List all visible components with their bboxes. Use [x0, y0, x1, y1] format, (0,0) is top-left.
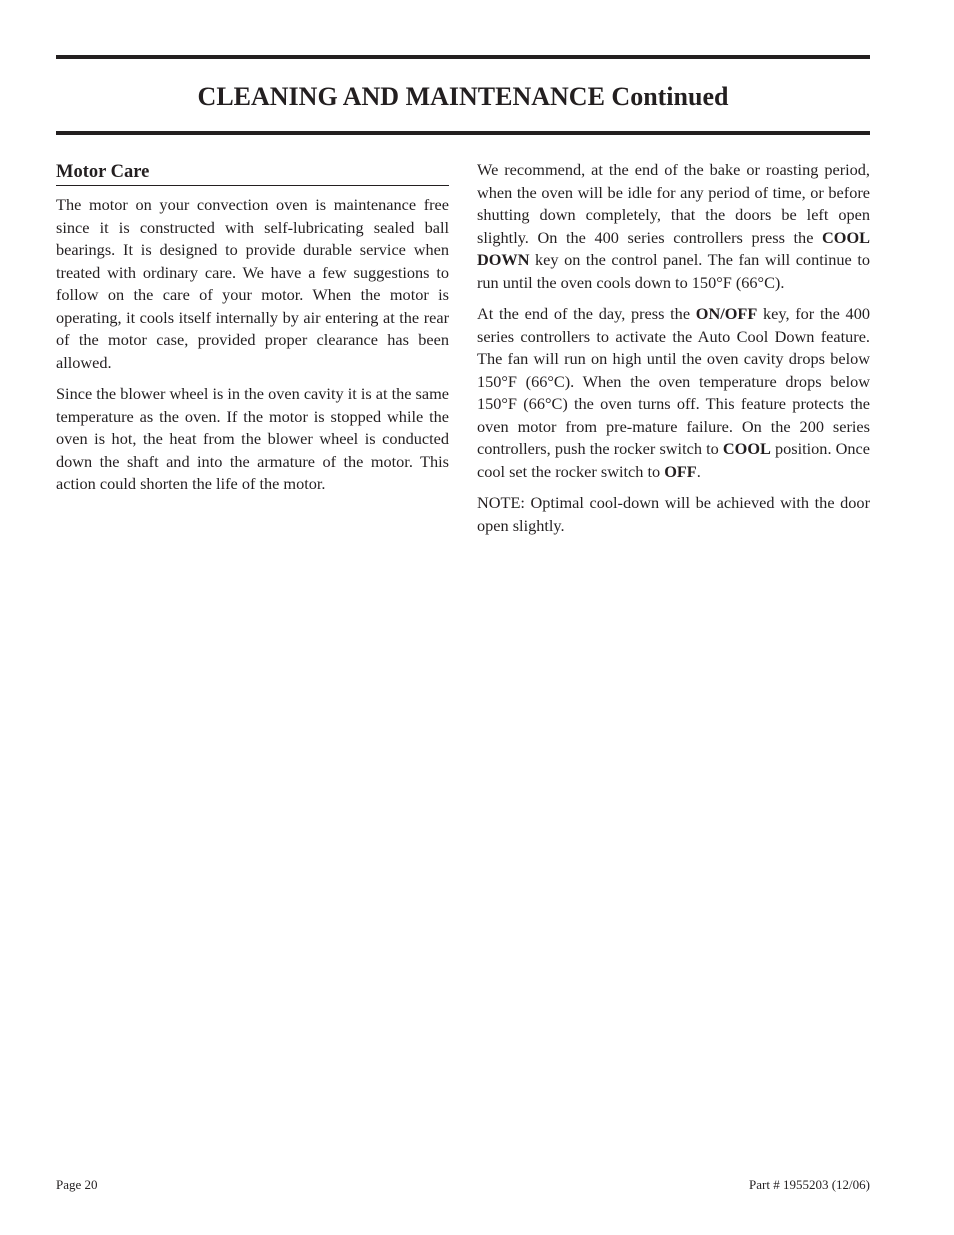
page-number: Page 20: [56, 1177, 98, 1192]
key-cool-down: COOL DOWN: [477, 227, 870, 269]
header-top-rule: [56, 55, 870, 59]
paragraph-cool-down-recommendation: We recommend, at the end of the bake or roasting period, when the oven will be idle for any period of time, or before shutting down completely, that the doors be left open slightly. On the 400 series controllers press the COOL DOWN key on the control panel. The fan will continue to run until the oven cools down to 150°F (66°C).: [477, 160, 870, 292]
page-title: CLEANING AND MAINTENANCE Continued: [197, 82, 729, 111]
part-number: Part # 1955203 (12/06): [749, 1177, 870, 1192]
left-column: [56, 160, 449, 505]
switch-cool: COOL: [722, 439, 771, 458]
switch-off: OFF: [664, 461, 697, 481]
right-column: [477, 160, 870, 546]
paragraph-blower-wheel: Since the blower wheel is in the oven cavity it is at the same temperature as the oven. If the motor is stopped while the oven is hot, the heat from the blower wheel is conducted down the shaft and into the armature of the motor. This action could shorten the life of the motor.: [56, 384, 449, 493]
paragraph-end-of-day: At the end of the day, press the ON/OFF key, for the 400 series controllers to activate the Auto Cool Down feature. The fan will run on high until the oven cavity drops below 150°F (66°C). When the oven temperature drops below 150°F (66°C) the oven turns off. This feature protects the oven motor from pre-mature failure. On the 200 series controllers, push the rocker switch to COOL position. Once cool set the rocker switch to OFF.: [477, 304, 870, 481]
header-bottom-rule: [56, 131, 870, 135]
paragraph-note: NOTE: Optimal cool-down will be achieved with the door open slightly.: [477, 493, 870, 535]
section-heading-motor-care: Motor Care: [56, 160, 449, 186]
key-on-off: ON/OFF: [695, 304, 758, 323]
paragraph-motor-maintenance: The motor on your convection oven is maintenance free since it is constructed with self-lubricating sealed ball bearings. It is designed to provide durable service when treated with ordinary care. We have a few suggestions to follow on the care of your motor. When the motor is operating, it cools itself internally by air entering at the rear of the motor case, provided proper clearance has been allowed.: [56, 195, 449, 372]
